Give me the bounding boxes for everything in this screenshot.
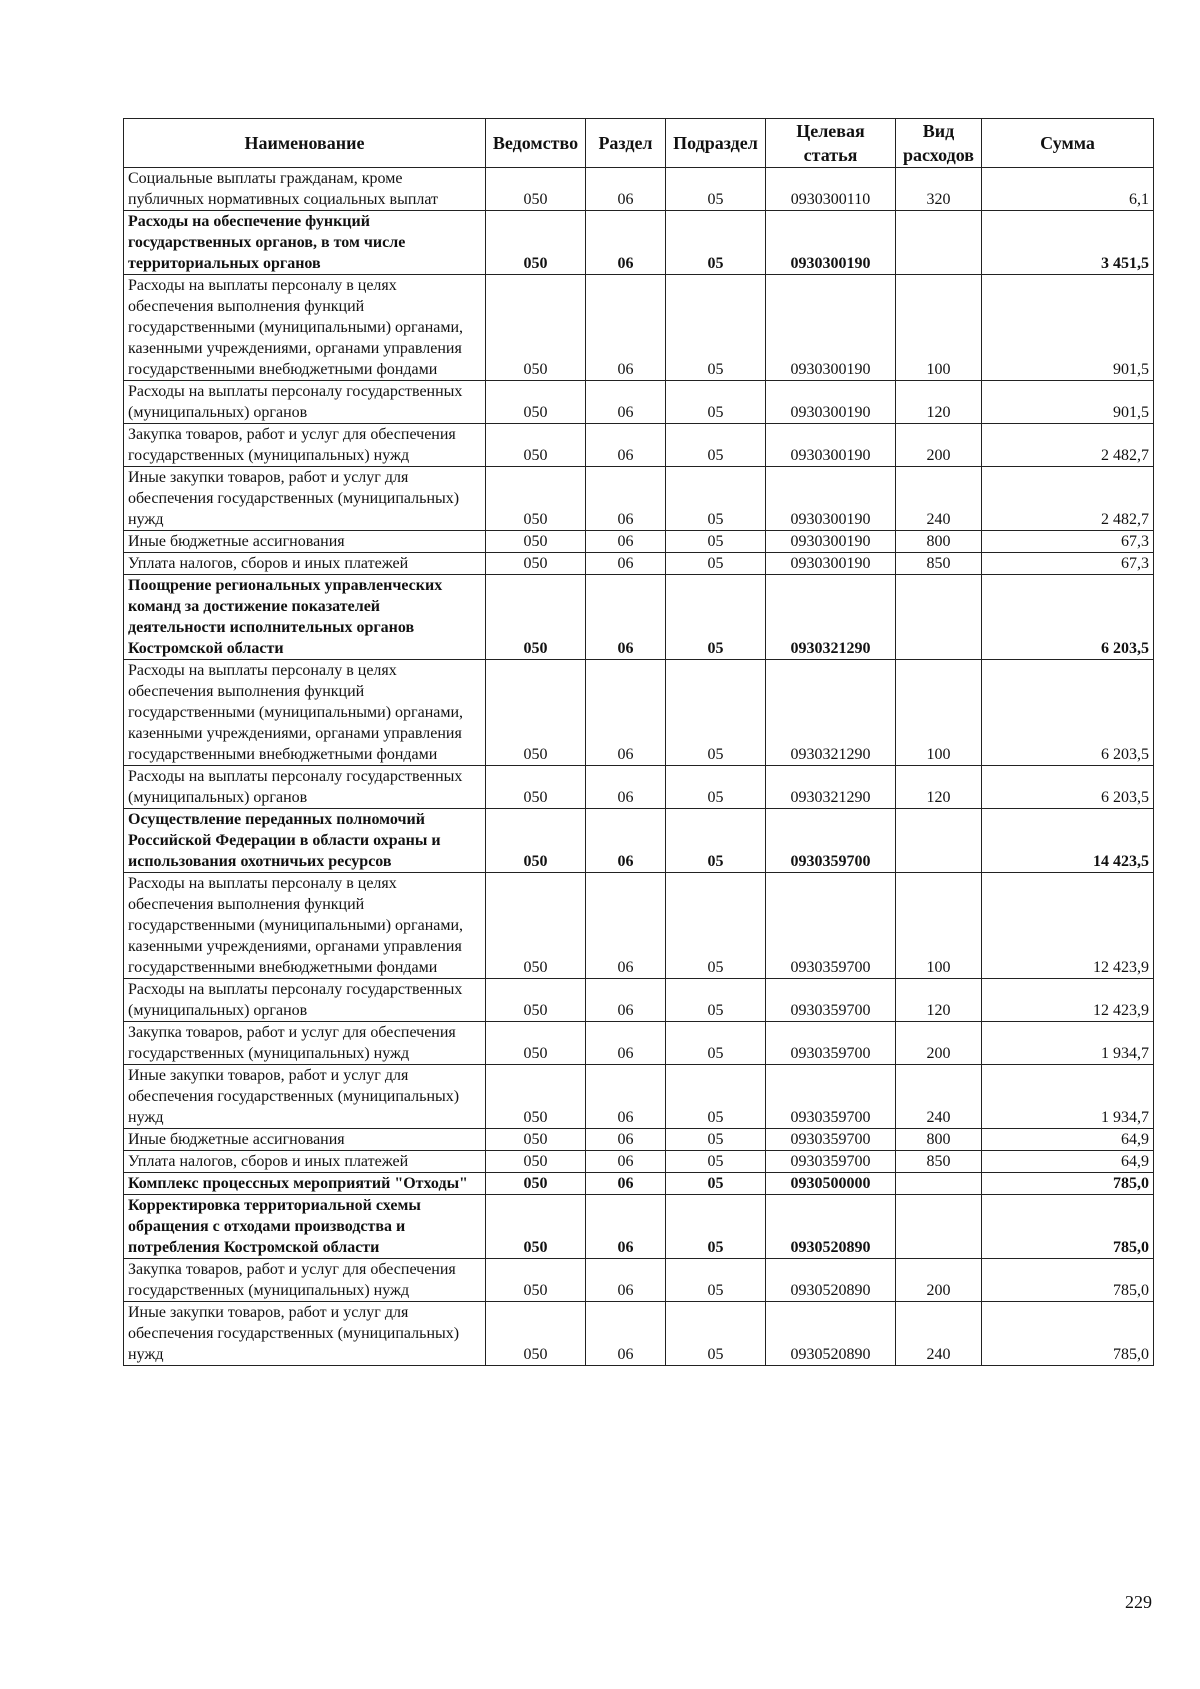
row-target: 0930300190 [766, 553, 896, 575]
row-name: Социальные выплаты гражданам, кроме публичных нормативных социальных выплат [124, 168, 486, 211]
row-name: Корректировка территориальной схемы обращения с отходами производства и потребления Костромской области [124, 1195, 486, 1259]
row-dept: 050 [486, 553, 586, 575]
row-target: 0930520890 [766, 1195, 896, 1259]
table-row [124, 381, 1154, 424]
row-target: 0930359700 [766, 1129, 896, 1151]
row-name: Закупка товаров, работ и услуг для обеспечения государственных (муниципальных) нужд [124, 1022, 486, 1065]
table-row [124, 424, 1154, 467]
row-amount: 67,3 [982, 531, 1154, 553]
row-name: Расходы на выплаты персоналу в целях обеспечения выполнения функций государственными (муниципальными) органами, казенными учреждениями, органами управления государственными внебюджетными фондами [124, 873, 486, 979]
row-section: 06 [586, 381, 666, 424]
table-row [124, 531, 1154, 553]
row-section: 06 [586, 809, 666, 873]
row-subsection: 05 [666, 979, 766, 1022]
table-row [124, 809, 1154, 873]
row-subsection: 05 [666, 1129, 766, 1151]
row-name: Расходы на обеспечение функций государственных органов, в том числе территориальных органов [124, 211, 486, 275]
row-section: 06 [586, 275, 666, 381]
row-dept: 050 [486, 1022, 586, 1065]
row-subsection: 05 [666, 275, 766, 381]
row-amount: 785,0 [982, 1302, 1154, 1366]
table-row [124, 979, 1154, 1022]
row-target: 0930300110 [766, 168, 896, 211]
row-target: 0930300190 [766, 531, 896, 553]
row-type: 850 [896, 1151, 982, 1173]
row-dept: 050 [486, 1173, 586, 1195]
table-row [124, 873, 1154, 979]
table-row [124, 1302, 1154, 1366]
row-name: Комплекс процессных мероприятий "Отходы" [124, 1173, 486, 1195]
row-dept: 050 [486, 467, 586, 531]
row-name: Иные бюджетные ассигнования [124, 531, 486, 553]
row-type: 240 [896, 467, 982, 531]
row-target: 0930520890 [766, 1259, 896, 1302]
row-type: 120 [896, 979, 982, 1022]
row-amount: 64,9 [982, 1151, 1154, 1173]
row-name: Уплата налогов, сборов и иных платежей [124, 553, 486, 575]
row-section: 06 [586, 660, 666, 766]
table-row [124, 211, 1154, 275]
row-amount: 785,0 [982, 1195, 1154, 1259]
row-type [896, 1173, 982, 1195]
header-name: Наименование [124, 119, 486, 168]
row-subsection: 05 [666, 766, 766, 809]
row-subsection: 05 [666, 381, 766, 424]
row-target: 0930321290 [766, 766, 896, 809]
row-type: 100 [896, 660, 982, 766]
budget-table [123, 118, 1154, 1366]
header-target: Целевая статья [766, 119, 896, 168]
row-subsection: 05 [666, 467, 766, 531]
row-amount: 64,9 [982, 1129, 1154, 1151]
table-row [124, 1022, 1154, 1065]
table-row [124, 1129, 1154, 1151]
row-target: 0930359700 [766, 873, 896, 979]
row-name: Расходы на выплаты персоналу государственных (муниципальных) органов [124, 979, 486, 1022]
row-amount: 901,5 [982, 275, 1154, 381]
row-target: 0930300190 [766, 467, 896, 531]
row-type: 800 [896, 531, 982, 553]
table-row [124, 553, 1154, 575]
row-type: 240 [896, 1065, 982, 1129]
row-section: 06 [586, 168, 666, 211]
row-subsection: 05 [666, 660, 766, 766]
row-subsection: 05 [666, 809, 766, 873]
row-dept: 050 [486, 424, 586, 467]
row-name: Закупка товаров, работ и услуг для обеспечения государственных (муниципальных) нужд [124, 424, 486, 467]
row-dept: 050 [486, 211, 586, 275]
row-target: 0930359700 [766, 809, 896, 873]
table-row [124, 467, 1154, 531]
row-section: 06 [586, 1173, 666, 1195]
row-name: Расходы на выплаты персоналу в целях обеспечения выполнения функций государственными (муниципальными) органами, казенными учреждениями, органами управления государственными внебюджетными фондами [124, 275, 486, 381]
table-row [124, 1173, 1154, 1195]
row-subsection: 05 [666, 1195, 766, 1259]
table-row [124, 168, 1154, 211]
row-dept: 050 [486, 1195, 586, 1259]
row-subsection: 05 [666, 211, 766, 275]
row-type: 200 [896, 1022, 982, 1065]
row-dept: 050 [486, 168, 586, 211]
row-name: Иные бюджетные ассигнования [124, 1129, 486, 1151]
row-amount: 67,3 [982, 553, 1154, 575]
row-section: 06 [586, 1151, 666, 1173]
row-dept: 050 [486, 1065, 586, 1129]
row-type [896, 1195, 982, 1259]
header-dept: Ведомство [486, 119, 586, 168]
header-section: Раздел [586, 119, 666, 168]
row-amount: 2 482,7 [982, 467, 1154, 531]
header-type: Вид расходов [896, 119, 982, 168]
row-amount: 3 451,5 [982, 211, 1154, 275]
row-type: 320 [896, 168, 982, 211]
row-subsection: 05 [666, 1065, 766, 1129]
row-amount: 12 423,9 [982, 979, 1154, 1022]
row-section: 06 [586, 211, 666, 275]
row-dept: 050 [486, 809, 586, 873]
row-subsection: 05 [666, 1022, 766, 1065]
row-section: 06 [586, 575, 666, 660]
row-amount: 6 203,5 [982, 660, 1154, 766]
row-amount: 1 934,7 [982, 1022, 1154, 1065]
row-section: 06 [586, 424, 666, 467]
table-row [124, 1259, 1154, 1302]
row-type: 100 [896, 275, 982, 381]
table-row [124, 275, 1154, 381]
row-target: 0930300190 [766, 275, 896, 381]
row-target: 0930500000 [766, 1173, 896, 1195]
row-section: 06 [586, 873, 666, 979]
row-subsection: 05 [666, 553, 766, 575]
row-type: 120 [896, 766, 982, 809]
row-section: 06 [586, 1129, 666, 1151]
row-amount: 12 423,9 [982, 873, 1154, 979]
row-name: Расходы на выплаты персоналу государственных (муниципальных) органов [124, 766, 486, 809]
row-section: 06 [586, 553, 666, 575]
row-type: 100 [896, 873, 982, 979]
table-row [124, 575, 1154, 660]
row-type: 200 [896, 424, 982, 467]
table-row [124, 660, 1154, 766]
row-subsection: 05 [666, 1302, 766, 1366]
row-section: 06 [586, 1259, 666, 1302]
row-type [896, 575, 982, 660]
row-target: 0930359700 [766, 979, 896, 1022]
row-section: 06 [586, 1195, 666, 1259]
row-subsection: 05 [666, 1259, 766, 1302]
row-section: 06 [586, 1302, 666, 1366]
row-dept: 050 [486, 275, 586, 381]
header-amount: Сумма [982, 119, 1154, 168]
row-section: 06 [586, 766, 666, 809]
row-type: 240 [896, 1302, 982, 1366]
row-target: 0930300190 [766, 211, 896, 275]
row-target: 0930321290 [766, 575, 896, 660]
row-section: 06 [586, 531, 666, 553]
row-type: 850 [896, 553, 982, 575]
row-amount: 1 934,7 [982, 1065, 1154, 1129]
row-dept: 050 [486, 575, 586, 660]
row-amount: 14 423,5 [982, 809, 1154, 873]
row-name: Закупка товаров, работ и услуг для обеспечения государственных (муниципальных) нужд [124, 1259, 486, 1302]
row-subsection: 05 [666, 168, 766, 211]
row-name: Иные закупки товаров, работ и услуг для обеспечения государственных (муниципальных) нужд [124, 1065, 486, 1129]
row-section: 06 [586, 979, 666, 1022]
row-subsection: 05 [666, 424, 766, 467]
row-name: Уплата налогов, сборов и иных платежей [124, 1151, 486, 1173]
row-dept: 050 [486, 1259, 586, 1302]
row-type [896, 211, 982, 275]
row-section: 06 [586, 467, 666, 531]
row-amount: 6 203,5 [982, 766, 1154, 809]
row-name: Иные закупки товаров, работ и услуг для обеспечения государственных (муниципальных) нужд [124, 467, 486, 531]
row-target: 0930321290 [766, 660, 896, 766]
row-subsection: 05 [666, 1151, 766, 1173]
row-dept: 050 [486, 660, 586, 766]
row-subsection: 05 [666, 873, 766, 979]
row-target: 0930300190 [766, 381, 896, 424]
row-type: 120 [896, 381, 982, 424]
row-dept: 050 [486, 381, 586, 424]
table-header-row [124, 119, 1154, 168]
row-section: 06 [586, 1022, 666, 1065]
row-dept: 050 [486, 979, 586, 1022]
table-row [124, 766, 1154, 809]
row-target: 0930359700 [766, 1151, 896, 1173]
row-name: Осуществление переданных полномочий Российской Федерации в области охраны и использования охотничьих ресурсов [124, 809, 486, 873]
row-subsection: 05 [666, 1173, 766, 1195]
row-dept: 050 [486, 873, 586, 979]
row-section: 06 [586, 1065, 666, 1129]
table-row [124, 1065, 1154, 1129]
row-amount: 6 203,5 [982, 575, 1154, 660]
row-amount: 785,0 [982, 1173, 1154, 1195]
row-type: 800 [896, 1129, 982, 1151]
row-dept: 050 [486, 1302, 586, 1366]
row-target: 0930359700 [766, 1065, 896, 1129]
row-amount: 6,1 [982, 168, 1154, 211]
row-amount: 785,0 [982, 1259, 1154, 1302]
row-target: 0930300190 [766, 424, 896, 467]
row-name: Расходы на выплаты персоналу в целях обеспечения выполнения функций государственными (муниципальными) органами, казенными учреждениями, органами управления государственными внебюджетными фондами [124, 660, 486, 766]
row-name: Расходы на выплаты персоналу государственных (муниципальных) органов [124, 381, 486, 424]
row-amount: 2 482,7 [982, 424, 1154, 467]
table-row [124, 1195, 1154, 1259]
row-dept: 050 [486, 766, 586, 809]
row-target: 0930520890 [766, 1302, 896, 1366]
row-dept: 050 [486, 1129, 586, 1151]
table-body [124, 168, 1154, 1366]
page-number: 229 [1125, 1592, 1152, 1612]
row-dept: 050 [486, 531, 586, 553]
row-target: 0930359700 [766, 1022, 896, 1065]
row-type [896, 809, 982, 873]
row-type: 200 [896, 1259, 982, 1302]
row-dept: 050 [486, 1151, 586, 1173]
row-subsection: 05 [666, 575, 766, 660]
row-name: Поощрение региональных управленческих команд за достижение показателей деятельности исполнительных органов Костромской области [124, 575, 486, 660]
table-row [124, 1151, 1154, 1173]
row-amount: 901,5 [982, 381, 1154, 424]
row-subsection: 05 [666, 531, 766, 553]
row-name: Иные закупки товаров, работ и услуг для обеспечения государственных (муниципальных) нужд [124, 1302, 486, 1366]
header-subsection: Подраздел [666, 119, 766, 168]
